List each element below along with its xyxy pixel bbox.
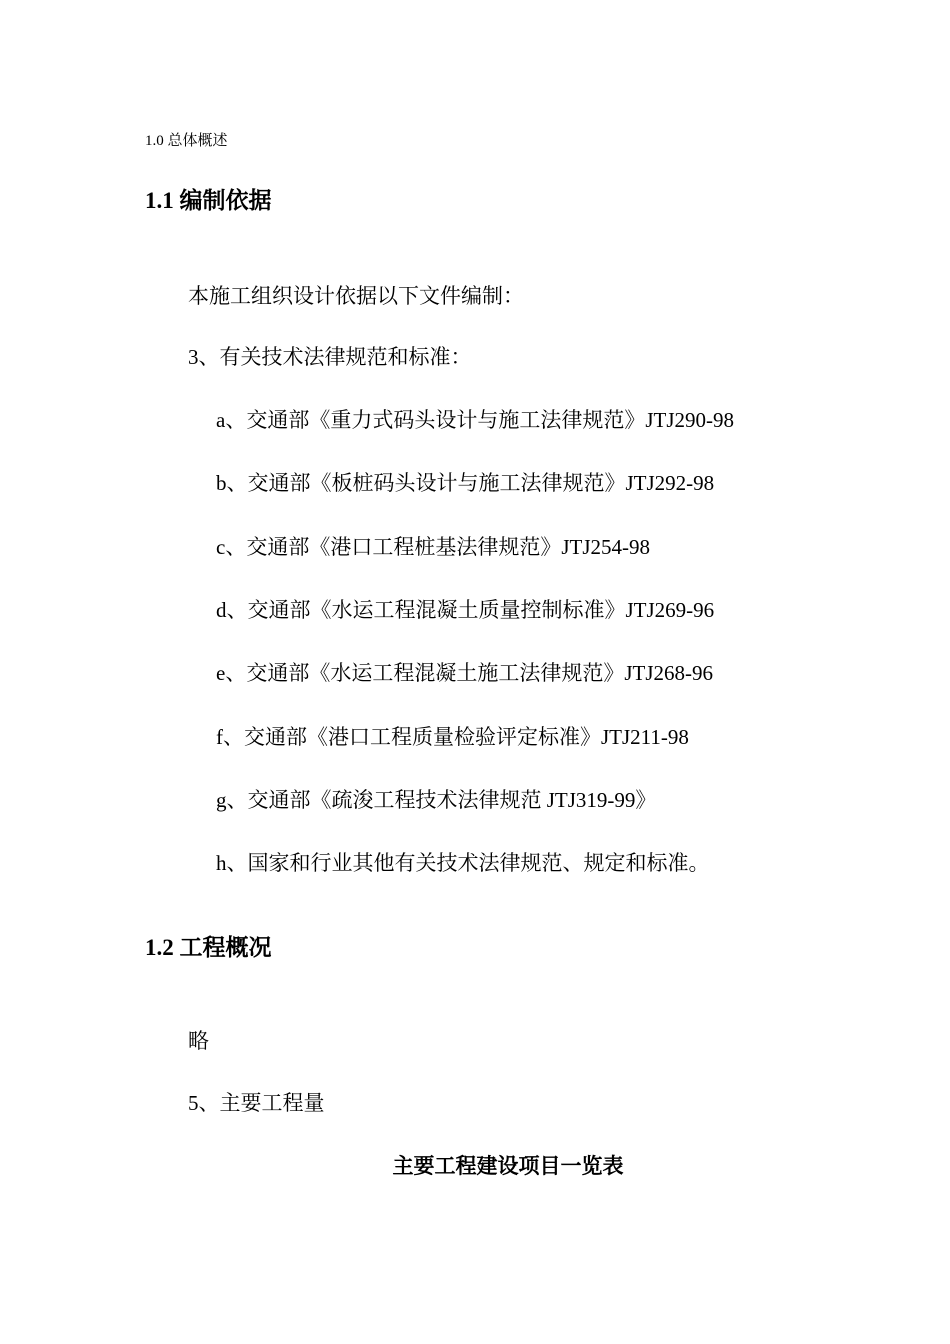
list-item-5: 5、主要工程量 [188,1091,325,1115]
section-heading-1-2: 1.2 工程概况 [145,935,272,960]
table-title: 主要工程建设项目一览表 [392,1154,624,1178]
standard-item-d: d、交通部《水运工程混凝土质量控制标准》JTJ269-96 [216,598,715,622]
standard-item-a: a、交通部《重力式码头设计与施工法律规范》JTJ290-98 [216,408,734,432]
standard-item-e: e、交通部《水运工程混凝土施工法律规范》JTJ268-96 [216,661,713,685]
standard-item-c: c、交通部《港口工程桩基法律规范》JTJ254-98 [216,535,650,559]
doc-title: 1.0 总体概述 [145,133,228,149]
list-item-3: 3、有关技术法律规范和标准： [188,345,472,369]
standard-item-h: h、国家和行业其他有关技术法律规范、规定和标准。 [216,851,710,875]
standard-item-b: b、交通部《板桩码头设计与施工法律规范》JTJ292-98 [216,471,715,495]
standard-item-g: g、交通部《疏浚工程技术法律规范 JTJ319-99》 [216,788,657,812]
standard-item-f: f、交通部《港口工程质量检验评定标准》JTJ211-98 [216,725,689,749]
summary-text: 略 [188,1029,209,1053]
intro-paragraph: 本施工组织设计依据以下文件编制： [188,284,524,308]
section-heading-1-1: 1.1 编制依据 [145,188,272,213]
